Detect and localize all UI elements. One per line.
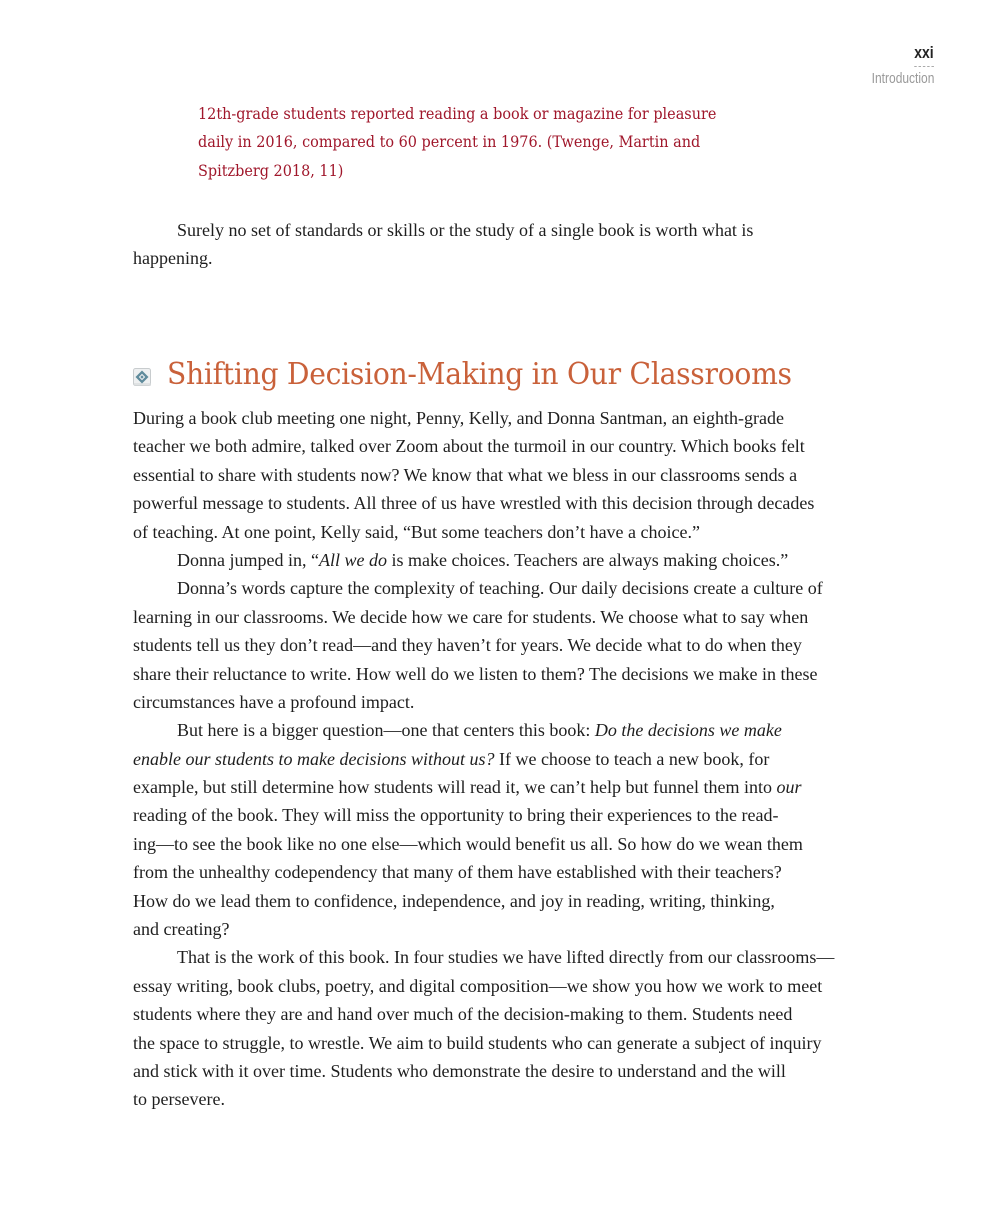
- quote-line: Spitzberg 2018, 11): [198, 161, 344, 180]
- text-line: example, but still determine how students will read it, we can’t help but funnel them into our: [133, 777, 802, 798]
- text-line: How do we lead them to confidence, independence, and joy in reading, writing, thinking,: [133, 890, 775, 911]
- text-line: teacher we both admire, talked over Zoom about the turmoil in our country. Which books felt: [133, 436, 805, 457]
- text-line: Surely no set of standards or skills or the study of a single book is worth what is: [177, 220, 754, 240]
- text-line: reading of the book. They will miss the opportunity to bring their experiences to the read-: [133, 805, 779, 826]
- diamond-bullet-icon: [132, 367, 152, 387]
- text-line: students where they are and hand over much of the decision-making to them. Students need: [133, 1004, 793, 1025]
- text-line: But here is a bigger question—one that centers this book: Do the decisions we make: [177, 720, 782, 741]
- text-line: to persevere.: [133, 1089, 225, 1110]
- text-line: share their reluctance to write. How well do we listen to them? The decisions we make in these: [133, 663, 818, 684]
- text-line: Donna jumped in, “All we do is make choices. Teachers are always making choices.”: [177, 549, 789, 570]
- text-line: enable our students to make decisions without us? If we choose to teach a new book, for: [133, 748, 770, 769]
- running-head-section: Introduction: [871, 70, 934, 87]
- text-line: happening.: [133, 248, 213, 269]
- running-head: [856, 42, 934, 89]
- text-line: and stick with it over time. Students who demonstrate the desire to understand and the will: [133, 1060, 786, 1081]
- intro-paragraph: [133, 216, 753, 273]
- text-line: circumstances have a profound impact.: [133, 691, 415, 712]
- text-line: powerful message to students. All three of us have wrestled with this decision through decades: [133, 493, 815, 514]
- text-line: ing—to see the book like no one else—which would benefit us all. So how do we wean them: [133, 833, 803, 854]
- text-line: essential to share with students now? We know that what we bless in our classrooms sends a: [133, 464, 798, 485]
- emphasis: Do the decisions we make: [594, 720, 782, 741]
- text-line: of teaching. At one point, Kelly said, “But some teachers don’t have a choice.”: [133, 521, 700, 542]
- text-line: students tell us they don’t read—and they haven’t for years. We decide what to do when they: [133, 635, 802, 656]
- block-quote: [198, 100, 798, 185]
- text-line: essay writing, book clubs, poetry, and digital composition—we show you how we work to meet: [133, 975, 823, 996]
- quote-line: 12th-grade students reported reading a book or magazine for pleasure: [198, 105, 717, 123]
- section-title: Shifting Decision-Making in Our Classrooms: [167, 357, 792, 392]
- emphasis: All we do: [318, 549, 387, 570]
- emphasis: our: [776, 777, 802, 798]
- text-line: the space to struggle, to wrestle. We aim to build students who can generate a subject of inquiry: [133, 1032, 822, 1053]
- text-line: and creating?: [133, 919, 230, 940]
- text-line: Donna’s words capture the complexity of teaching. Our daily decisions create a culture of: [177, 578, 823, 599]
- text-line: That is the work of this book. In four studies we have lifted directly from our classrooms—: [177, 947, 835, 968]
- page-number: xxi: [915, 42, 934, 67]
- main-text: [133, 404, 834, 1114]
- text-line: learning in our classrooms. We decide how we care for students. We choose what to say when: [133, 606, 809, 627]
- text-line: During a book club meeting one night, Penny, Kelly, and Donna Santman, an eighth-grade: [133, 408, 785, 428]
- quote-line: daily in 2016, compared to 60 percent in 1976. (Twenge, Martin and: [198, 133, 701, 152]
- emphasis: enable our students to make decisions without us?: [133, 748, 495, 769]
- text-line: from the unhealthy codependency that many of them have established with their teachers?: [133, 862, 782, 883]
- section-heading: [132, 357, 832, 392]
